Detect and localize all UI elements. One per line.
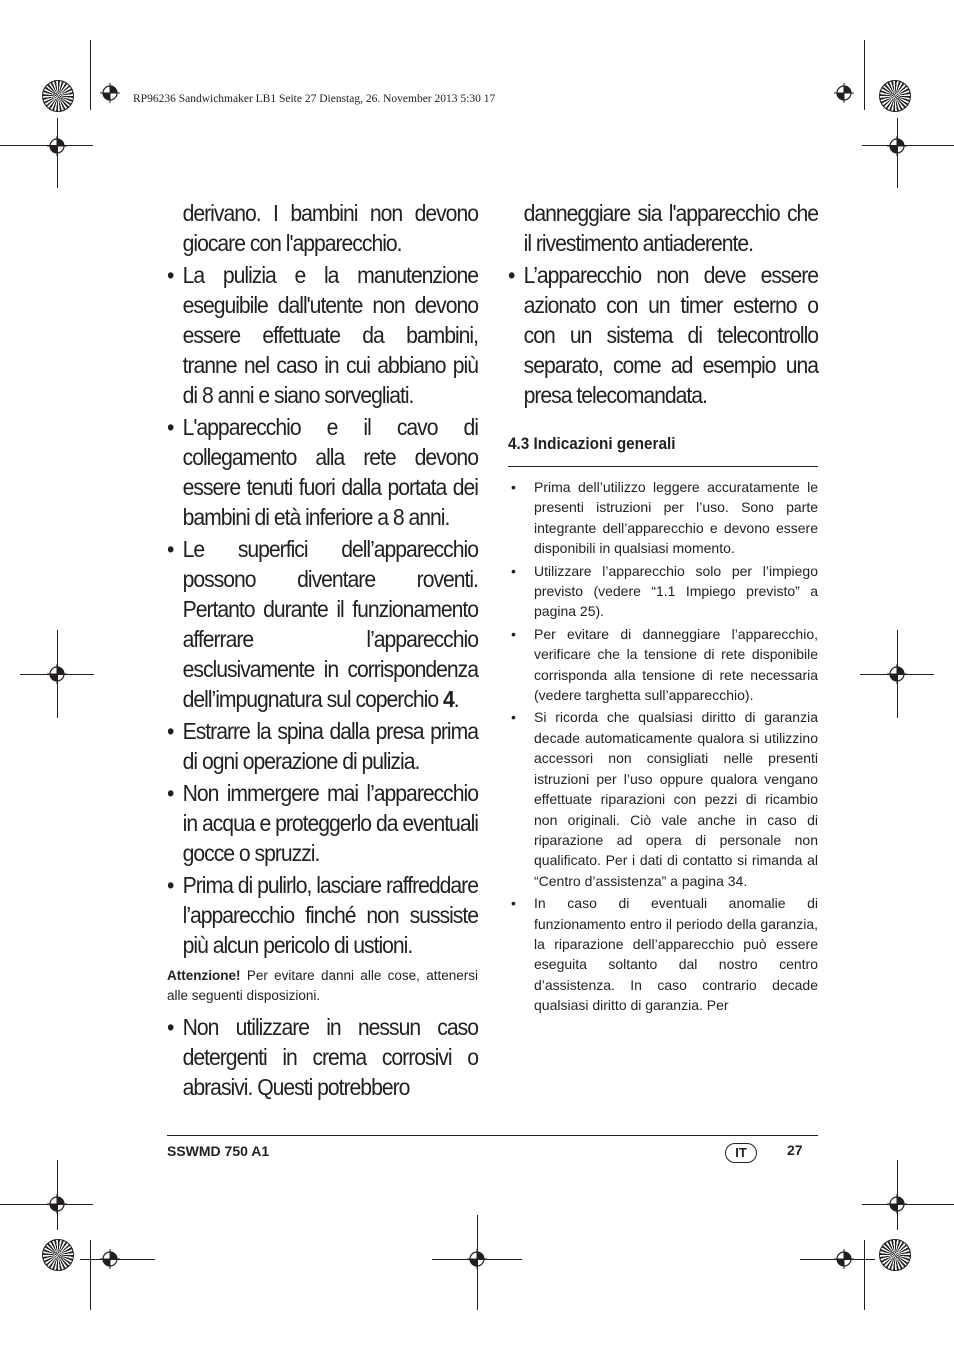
bullet-icon: •	[167, 872, 174, 898]
bullet-icon: •	[511, 479, 516, 495]
section-title: 4.3 Indicazioni generali	[508, 434, 676, 453]
left-large-text-2	[167, 1012, 478, 1102]
bullet-icon: •	[508, 262, 515, 288]
left-large-text	[167, 198, 478, 960]
bullet-icon: •	[511, 895, 516, 912]
registration-target-icon	[47, 664, 67, 684]
list-item-text: Estrarre la spina dalla presa prima di ogni operazione di pulizia.	[182, 718, 478, 774]
registration-rosette-icon	[42, 1239, 74, 1271]
footer-model-number: SSWMD 750 A1	[167, 1143, 270, 1159]
list-item-text: Non utilizzare in nessun caso detergenti in crema corrosivi o abrasivi. Questi potrebbero	[182, 1014, 478, 1100]
list-item	[167, 260, 478, 410]
list-item-text: Si ricorda che qualsiasi diritto di garanzia decade automaticamente qualora si utilizzino accessori non consigliati nelle presenti istruzioni per l’uso oppure qualora vengano effettuate riparazioni con pezzi di ricambio non originali. Ciò vale anche in caso di riparazione ad opera di personale non qualificato. Per i dati di contatto si rimanda al “Centro d’assistenza” a pagina 34.	[534, 709, 818, 889]
language-badge: IT	[725, 1143, 757, 1163]
list-item-text: L'apparecchio e il cavo di collegamento alla rete devono essere tenuti fuori dalla portata dei bambini di età inferiore a 8 anni.	[182, 414, 478, 530]
list-item	[167, 778, 478, 868]
footer-divider	[167, 1135, 818, 1136]
right-large-text	[508, 198, 818, 410]
list-item-text: Prima dell’utilizzo leggere accuratamente le presenti istruzioni per l’uso. Sono parte integrante dell’apparecchio e devono essere disponibili in qualsiasi momento.	[534, 479, 818, 557]
registration-target-icon	[834, 1249, 854, 1269]
bullet-icon: •	[167, 718, 174, 744]
attention-text: Per evitare danni alle cose, attenersi alle seguenti disposizioni.	[167, 968, 478, 1003]
page-number: 27	[787, 1142, 803, 1158]
list-item-text: Prima di pulirlo, lasciare raffreddare l’apparecchio finché non sussiste più alcun pericolo di ustioni.	[182, 872, 478, 958]
list-item	[167, 412, 478, 532]
list-item-text: Non immergere mai l’apparecchio in acqua e proteggerlo da eventuali gocce o spruzzi.	[182, 780, 478, 866]
bullet-icon: •	[167, 780, 174, 806]
list-item	[508, 624, 818, 706]
bullet-icon: •	[167, 1014, 174, 1040]
list-item	[508, 477, 818, 559]
part-reference-number: 4	[442, 686, 454, 712]
print-header: RP96236 Sandwichmaker LB1 Seite 27 Dienstag, 26. November 2013 5:30 17	[133, 93, 496, 105]
registration-target-icon	[887, 136, 907, 156]
list-item-text: Le superfici dell’apparecchio possono diventare roventi. Pertanto durante il funzionamento afferrare l’apparecchio esclusivamente in corrispondenza dell’impugnatura sul coperchio	[182, 536, 478, 712]
left-column	[167, 198, 478, 1104]
list-item	[508, 893, 818, 1015]
right-continuation: danneggiare sia l'apparecchio che il rivestimento antiaderente.	[523, 200, 819, 256]
right-column	[508, 198, 818, 1018]
registration-target-icon	[47, 1194, 67, 1214]
attention-label: Attenzione!	[167, 968, 241, 983]
attention-note	[167, 966, 478, 1006]
list-item	[167, 870, 478, 960]
bullet-icon: •	[511, 709, 516, 726]
list-item	[167, 716, 478, 776]
registration-target-icon	[834, 83, 854, 103]
bullet-icon: •	[511, 562, 516, 579]
registration-rosette-icon	[879, 80, 911, 112]
list-item	[508, 561, 818, 622]
bullet-icon: •	[167, 536, 174, 562]
registration-target-icon	[100, 1249, 120, 1269]
registration-rosette-icon	[879, 1239, 911, 1271]
list-item-text: La pulizia e la manutenzione eseguibile dall'utente non devono essere effettuate da bambini, tranne nel caso in cui abbiano più di 8 anni e siano sorvegliati.	[182, 262, 478, 408]
registration-rosette-icon	[42, 80, 74, 112]
list-item	[508, 707, 818, 891]
list-item	[167, 1012, 478, 1102]
general-instructions-list	[508, 477, 818, 1016]
list-item-text: Utilizzare l’apparecchio solo per l’impiego previsto (vedere “1.1 Impiego previsto” a pagina 25).	[534, 562, 818, 620]
intro-continuation: derivano. I bambini non devono giocare con l'apparecchio.	[182, 200, 478, 256]
list-item-text: Per evitare di danneggiare l’apparecchio, verificare che la tensione di rete disponibile corrisponda alla tensione di rete necessaria (vedere targhetta sull’apparecchio).	[534, 625, 818, 704]
registration-target-icon	[467, 1249, 487, 1269]
section-divider	[508, 466, 818, 467]
registration-target-icon	[47, 136, 67, 156]
list-item-text: L’apparecchio non deve essere azionato con un timer esterno o con un sistema di telecontrollo separato, come ad esempio una presa telecomandata.	[523, 262, 819, 408]
registration-target-icon	[887, 664, 907, 684]
bullet-icon: •	[167, 262, 174, 288]
bullet-icon: •	[511, 625, 516, 642]
list-item	[167, 534, 478, 714]
registration-target-icon	[100, 83, 120, 103]
list-item	[508, 260, 818, 410]
bullet-icon: •	[167, 414, 174, 440]
list-item-text: In caso di eventuali anomalie di funzionamento entro il periodo della garanzia, la riparazione dell’apparecchio può essere eseguita soltanto dal nostro centro d’assistenza. In caso contrario decade qualsiasi diritto di garanzia. Per	[534, 895, 818, 1014]
registration-target-icon	[887, 1194, 907, 1214]
reference-suffix: .	[453, 686, 459, 712]
